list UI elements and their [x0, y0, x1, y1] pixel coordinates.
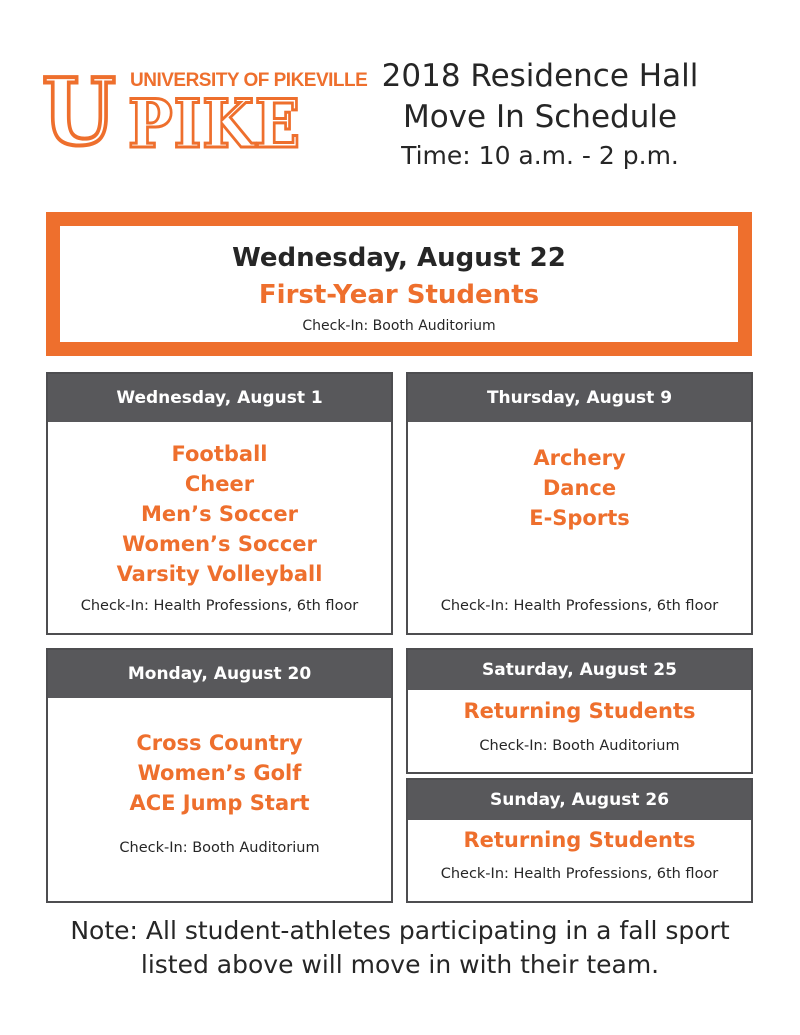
- schedule-box-aug25: [406, 648, 753, 774]
- logo-subtitle: UNIVERSITY OF PIKEVILLE: [130, 70, 368, 91]
- schedule-groups: [408, 696, 751, 726]
- page-title-line1: 2018 Residence Hall: [381, 58, 699, 94]
- schedule-checkin: Check-In: Health Professions, 6th floor: [440, 866, 719, 882]
- move-in-time: Time: 10 a.m. - 2 p.m.: [401, 141, 679, 170]
- schedule-date: Thursday, August 9: [408, 374, 751, 422]
- group-item: Women’s Golf: [137, 761, 302, 785]
- schedule-box-aug20: [46, 648, 393, 903]
- logo-initial: U: [42, 58, 116, 166]
- group-item: Returning Students: [463, 699, 696, 723]
- schedule-checkin: Check-In: Booth Auditorium: [119, 840, 320, 856]
- note-line1: Note: All student-athletes participating in a fall sport: [70, 916, 730, 945]
- schedule-date: Monday, August 20: [48, 650, 391, 698]
- group-item: E-Sports: [529, 506, 630, 530]
- schedule-checkin: Check-In: Booth Auditorium: [479, 738, 680, 754]
- group-item: Dance: [542, 476, 617, 500]
- featured-move-in-box: [46, 212, 752, 356]
- schedule-date: Saturday, August 25: [408, 650, 751, 690]
- footer-note: [40, 914, 760, 982]
- group-item: Cross Country: [136, 731, 303, 755]
- group-item: Men’s Soccer: [141, 502, 298, 526]
- schedule-groups: [48, 439, 391, 589]
- schedule-box-aug26: [406, 778, 753, 903]
- schedule-groups: [408, 443, 751, 533]
- schedule-checkin: Check-In: Health Professions, 6th floor: [80, 598, 359, 614]
- group-item: Women’s Soccer: [122, 532, 317, 556]
- schedule-checkin: Check-In: Health Professions, 6th floor: [440, 598, 719, 614]
- group-item: Varsity Volleyball: [116, 562, 323, 586]
- group-item: Returning Students: [463, 828, 696, 852]
- logo-wordmark: PIKE: [128, 85, 301, 163]
- schedule-box-aug9: [406, 372, 753, 635]
- upike-logo: [42, 58, 368, 168]
- group-item: Football: [171, 442, 268, 466]
- featured-checkin: Check-In: Booth Auditorium: [302, 318, 496, 334]
- page-header: [340, 56, 740, 172]
- group-item: Archery: [533, 446, 626, 470]
- schedule-box-aug1: [46, 372, 393, 635]
- schedule-date: Sunday, August 26: [408, 780, 751, 820]
- schedule-date: Wednesday, August 1: [48, 374, 391, 422]
- schedule-groups: [408, 825, 751, 855]
- group-item: ACE Jump Start: [129, 791, 310, 815]
- featured-date: Wednesday, August 22: [232, 243, 566, 273]
- note-line2: listed above will move in with their team.: [140, 950, 660, 979]
- schedule-groups: [48, 728, 391, 818]
- featured-group: First-Year Students: [258, 280, 540, 310]
- group-item: Cheer: [184, 472, 255, 496]
- page-title-line2: Move In Schedule: [402, 99, 678, 135]
